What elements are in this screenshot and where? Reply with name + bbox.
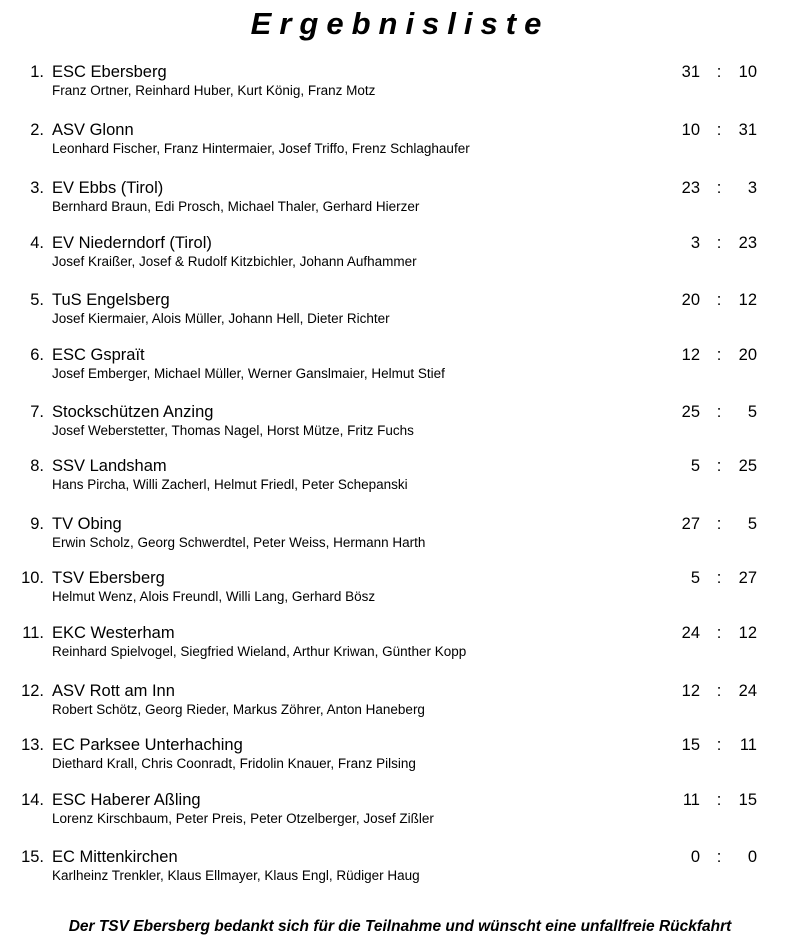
- entry-score-against: 25: [738, 457, 757, 475]
- entry-score-for: 23: [681, 179, 700, 197]
- entry-team: TuS Engelsberg: [52, 291, 170, 309]
- entry-score-against: 12: [738, 291, 757, 309]
- entry-team: EV Niederndorf (Tirol): [52, 234, 212, 252]
- entry-score-separator: :: [716, 179, 722, 197]
- entry-players: Reinhard Spielvogel, Siegfried Wieland, Arthur Kriwan, Günther Kopp: [52, 644, 467, 659]
- entry-players: Hans Pircha, Willi Zacherl, Helmut Friedl, Peter Schepanski: [52, 477, 408, 492]
- entry-players: Erwin Scholz, Georg Schwerdtel, Peter Weiss, Hermann Harth: [52, 535, 426, 550]
- entry-score-for: 12: [681, 682, 700, 700]
- entry-players: Robert Schötz, Georg Rieder, Markus Zöhrer, Anton Haneberg: [52, 702, 425, 717]
- entry-score-against: 31: [738, 121, 757, 139]
- entry-rank: 9.: [30, 515, 44, 533]
- entry-players: Bernhard Braun, Edi Prosch, Michael Thaler, Gerhard Hierzer: [52, 199, 420, 214]
- entry-score-for: 20: [681, 291, 700, 309]
- entry-team: TSV Ebersberg: [52, 569, 165, 587]
- entry-team: ESC Haberer Aßling: [52, 791, 201, 809]
- entry-score-separator: :: [716, 791, 722, 809]
- entry-score-for: 12: [681, 346, 700, 364]
- entry-score-for: 3: [690, 234, 700, 252]
- result-entry: [0, 735, 800, 779]
- entry-rank: 3.: [30, 179, 44, 197]
- entry-score-separator: :: [716, 624, 722, 642]
- result-entry: [0, 568, 800, 612]
- entry-score-against: 5: [747, 403, 757, 421]
- entry-rank: 11.: [22, 624, 44, 642]
- result-entry: [0, 790, 800, 834]
- entry-score-for: 11: [682, 791, 700, 809]
- entry-players: Franz Ortner, Reinhard Huber, Kurt König, Franz Motz: [52, 83, 376, 98]
- result-entry: [0, 456, 800, 500]
- entry-team: ASV Glonn: [52, 121, 134, 139]
- entry-score-separator: :: [716, 403, 722, 421]
- entry-score-for: 10: [681, 121, 700, 139]
- entry-score-separator: :: [716, 682, 722, 700]
- result-entry: [0, 623, 800, 667]
- result-entry: [0, 290, 800, 334]
- entry-score-against: 10: [738, 63, 757, 81]
- entry-team: ESC Ebersberg: [52, 63, 167, 81]
- entry-players: Josef Kiermaier, Alois Müller, Johann Hell, Dieter Richter: [52, 311, 390, 326]
- entry-score-separator: :: [716, 569, 722, 587]
- entry-rank: 10.: [21, 569, 44, 587]
- entry-rank: 2.: [30, 121, 44, 139]
- entry-score-separator: :: [716, 234, 722, 252]
- entry-rank: 7.: [30, 403, 44, 421]
- entry-score-for: 5: [690, 569, 700, 587]
- entry-rank: 1.: [30, 63, 44, 81]
- entry-score-separator: :: [716, 736, 722, 754]
- entry-team: TV Obing: [52, 515, 122, 533]
- result-entry: [0, 178, 800, 222]
- entry-score-for: 27: [681, 515, 700, 533]
- entry-players: Diethard Krall, Chris Coonradt, Fridolin Knauer, Franz Pilsing: [52, 756, 416, 771]
- entry-players: Josef Emberger, Michael Müller, Werner Ganslmaier, Helmut Stief: [52, 366, 445, 381]
- closing-note: Der TSV Ebersberg bedankt sich für die Teilnahme und wünscht eine unfallfreie Rückfahrt: [68, 918, 732, 935]
- result-entry: [0, 514, 800, 558]
- entry-score-against: 0: [747, 848, 757, 866]
- result-entry: [0, 847, 800, 891]
- entry-rank: 8.: [30, 457, 44, 475]
- entry-score-separator: :: [716, 515, 722, 533]
- entry-score-against: 12: [738, 624, 757, 642]
- entry-players: Josef Weberstetter, Thomas Nagel, Horst Mütze, Fritz Fuchs: [52, 423, 414, 438]
- entry-players: Leonhard Fischer, Franz Hintermaier, Josef Triffo, Frenz Schlaghaufer: [52, 141, 470, 156]
- result-entry: [0, 62, 800, 106]
- entry-rank: 4.: [30, 234, 44, 252]
- entry-score-separator: :: [716, 346, 722, 364]
- entry-score-against: 15: [738, 791, 757, 809]
- entry-team: EC Mittenkirchen: [52, 848, 178, 866]
- entry-rank: 15.: [21, 848, 44, 866]
- entry-team: Stockschützen Anzing: [52, 403, 214, 421]
- entry-score-against: 27: [738, 569, 757, 587]
- entry-team: EV Ebbs (Tirol): [52, 179, 164, 197]
- entry-team: ASV Rott am Inn: [52, 682, 175, 700]
- entry-score-for: 0: [690, 848, 700, 866]
- entry-score-against: 3: [747, 179, 757, 197]
- entry-players: Helmut Wenz, Alois Freundl, Willi Lang, Gerhard Bösz: [52, 589, 376, 604]
- page-title: Ergebnisliste: [250, 6, 550, 41]
- entry-score-against: 5: [747, 515, 757, 533]
- result-entry: [0, 233, 800, 277]
- entry-score-for: 25: [681, 403, 700, 421]
- entry-score-for: 31: [681, 63, 700, 81]
- result-entry: [0, 402, 800, 446]
- result-entry: [0, 345, 800, 389]
- entry-score-for: 15: [681, 736, 700, 754]
- entry-score-separator: :: [716, 291, 722, 309]
- entry-score-against: 24: [738, 682, 757, 700]
- entry-players: Lorenz Kirschbaum, Peter Preis, Peter Otzelberger, Josef Zißler: [52, 811, 434, 826]
- entry-team: ESC Gspraït: [52, 346, 145, 364]
- entry-score-separator: :: [716, 63, 722, 81]
- entry-score-for: 24: [681, 624, 700, 642]
- entry-team: SSV Landsham: [52, 457, 167, 475]
- entry-team: EKC Westerham: [52, 624, 175, 642]
- entry-score-separator: :: [716, 121, 722, 139]
- entry-score-against: 11: [739, 736, 757, 754]
- result-entry: [0, 120, 800, 164]
- entry-score-separator: :: [716, 457, 722, 475]
- entry-rank: 13.: [21, 736, 44, 754]
- result-entry: [0, 681, 800, 725]
- entry-players: Karlheinz Trenkler, Klaus Ellmayer, Klaus Engl, Rüdiger Haug: [52, 868, 420, 883]
- entry-rank: 14.: [21, 791, 44, 809]
- entry-score-against: 20: [738, 346, 757, 364]
- entry-rank: 6.: [30, 346, 44, 364]
- entry-score-for: 5: [690, 457, 700, 475]
- entry-score-against: 23: [738, 234, 757, 252]
- entry-rank: 5.: [30, 291, 44, 309]
- entry-players: Josef Kraißer, Josef & Rudolf Kitzbichler, Johann Aufhammer: [52, 254, 417, 269]
- entry-rank: 12.: [21, 682, 44, 700]
- entry-team: EC Parksee Unterhaching: [52, 736, 243, 754]
- entry-score-separator: :: [716, 848, 722, 866]
